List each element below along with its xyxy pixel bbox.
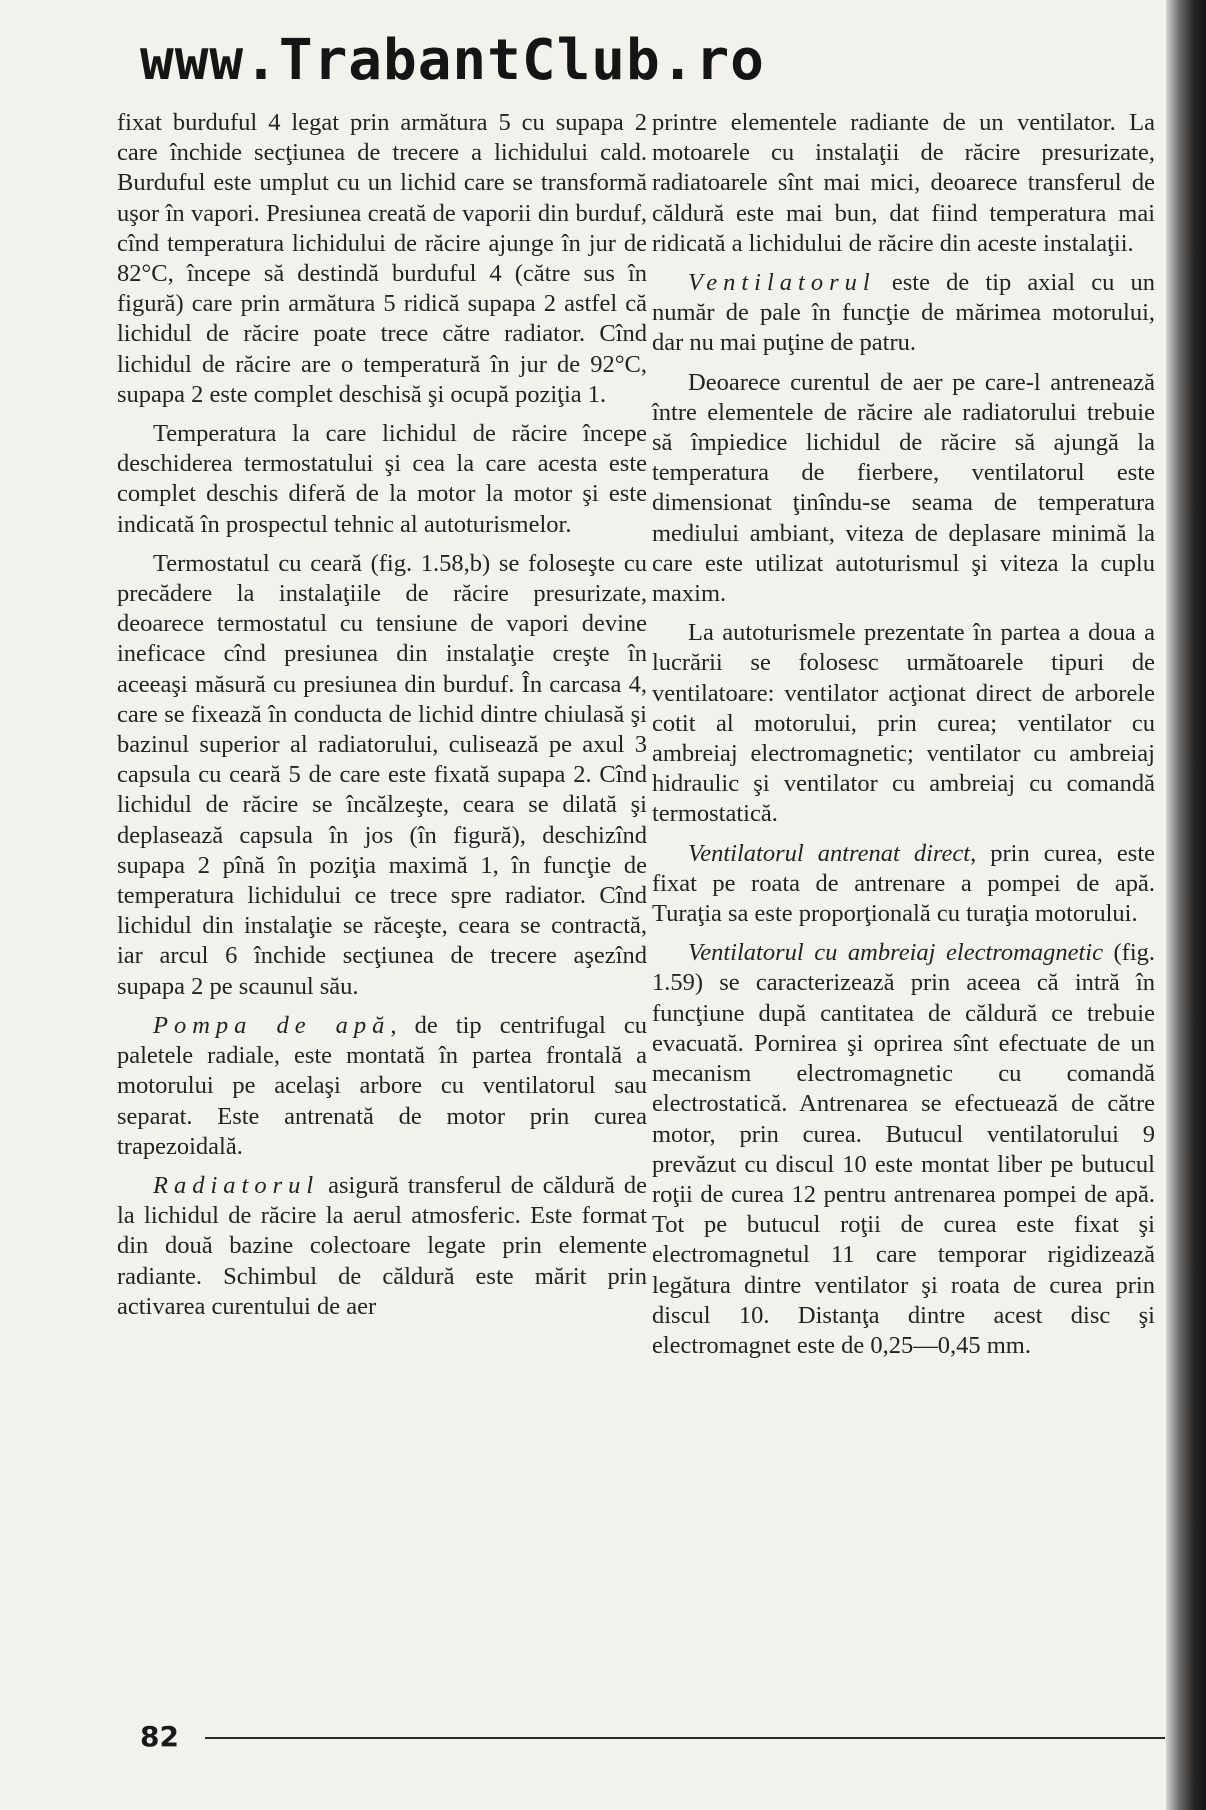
paragraph-thermostat-bellows: fixat burduful 4 legat prin armătura 5 cu supapa 2 care închide secţiunea de trecere a lichidului cald. Burduful este umplut cu un lichid care se transformă uşor în vapori. Presiunea creată de vaporii din burduf, cînd temperatura lichidului de răcire ajunge în jur de 82°C, începe să destindă burduful 4 (către sus în figură) care prin armătura 5 ridică supapa 2 astfel că lichidul de răcire poate trece către radiator. Cînd lichidul de răcire are o temperatură în jur de 92°C, supapa 2 este complet deschisă şi ocupă poziţia 1. [117,109,647,408]
site-watermark-header: www.TrabantClub.ro [140,28,765,93]
paragraph-fan-sizing: Deoarece curentul de aer pe care-l antrenează între elementele de răcire ale radiatorului trebuie să împiedice lichidul de răcire să ajungă la temperatura de fierbere, ventilatorul este dimensionat ţinîndu-se seama de temperatura mediului ambiant, viteza de deplasare minimă la care este utilizat autoturismul şi viteza la cuplu maxim. [652,368,1155,608]
paragraph-fan-types: La autoturismele prezentate în partea a doua a lucrării se folosesc următoarele tipuri de ventilatoare: ventilator acţionat direct de arborele cotit al motorului, prin curea; ventilator cu ambreiaj electromagnetic; ventilator cu ambreiaj hidraulic şi ventilator cu ambreiaj cu comandă termostatică. [652,619,1155,828]
paragraph-radiator: Radiatorul asigură transferul de căldură de la lichidul de răcire la aerul atmosferic. Este format din două bazine colectoare legate prin elemente radiante. Schimbul de căldură este mărit prin activarea curentului de aer [117,1171,647,1320]
paragraph-wax-thermostat: Termostatul cu ceară (fig. 1.58,b) se foloseşte cu precădere la instalaţiile de răcire presurizate, deoarece termostatul cu tensiune de vapori devine ineficace cînd presiunea din instalaţie creşte în aceeaşi măsură cu presiunea din burduf. În carcasa 4, care se fixează în conducta de lichid dintre chiulasă şi bazinul superior al radiatorului, culisează pe axul 3 capsula cu ceară 5 de care este fixată supapa 2. Cînd lichidul de răcire se încălzeşte, ceara se dilată şi deplasează capsula în jos (în figură), deschizînd supapa 2 pînă în poziţia maximă 1, în funcţie de temperatura lichidului ce trece spre radiator. Cînd lichidul din instalaţie se răceşte, ceara se contractă, iar arcul 6 închide secţiunea de trecere aşezînd supapa 2 pe scaunul său. [117,549,647,1000]
paragraph-water-pump: Pompa de apă, de tip centrifugal cu paletele radiale, este montată în partea frontală a motorului pe acelaşi arbore cu ventilatorul sau separat. Este antrenată de motor prin curea trapezoidală. [117,1011,647,1160]
term-direct-fan: Ventilatorul antrenat direct [688,839,971,867]
paragraph-opening-temperature: Temperatura la care lichidul de răcire începe deschiderea termostatului şi cea la care acesta este complet deschis diferă de la motor la motor şi este indicată în prospectul tehnic al autoturismelor. [117,420,647,538]
paragraph-electromagnetic-fan: Ventilatorul cu ambreiaj electromagnetic (fig. 1.59) se caracterizează prin aceea că intră în funcţiune după cantitatea de căldură ce trebuie evacuată. Pornirea şi oprirea sînt efectuate de un mecanism electromagnetic cu comandă electrostatică. Antrenarea se efectuează de către motor, prin curea. Butucul ventilatorului 9 prevăzut cu discul 10 este montat liber pe butucul roţii de curea 12 pentru antrenarea pompei de apă. Tot pe butucul roţii de curea este fixat şi electromagnetul 11 care temporar rigidizează legătura dintre ventilator şi roata de curea prin discul 10. Distanţa dintre acest disc şi electromagnet este de 0,25—0,45 mm. [652,939,1156,1359]
paragraph-direct-fan: Ventilatorul antrenat direct, prin curea, este fixat pe roata de antrenare a pompei de apă. Turaţia sa este proporţională cu turaţia motorului. [652,839,1155,928]
page-edge-shadow [1166,0,1206,1810]
term-fan: Ventilatorul [688,269,876,297]
term-radiator: Radiatorul [153,1171,320,1199]
term-electromagnetic-fan: Ventilatorul cu ambreiaj electromagnetic [688,939,1103,967]
paragraph-fan: Ventilatorul este de tip axial cu un număr de pale în funcţie de mărimea motorului, dar nu mai puţine de patru. [652,269,1155,357]
page-number: 82 [140,1720,179,1753]
paragraph-radiator-continued: printre elementele radiante de un ventilator. La motoarele cu instalaţii de răcire presurizate, radiatoarele sînt mai mici, deoarece transferul de căldură este mai bun, dat fiind temperatura mai ridicată a lichidului de răcire din aceste instalaţii. [652,109,1155,257]
term-water-pump: Pompa de apă [153,1011,391,1039]
footer-rule [205,1737,1165,1739]
left-text-column [117,108,647,1331]
right-text-column [652,108,1155,1370]
